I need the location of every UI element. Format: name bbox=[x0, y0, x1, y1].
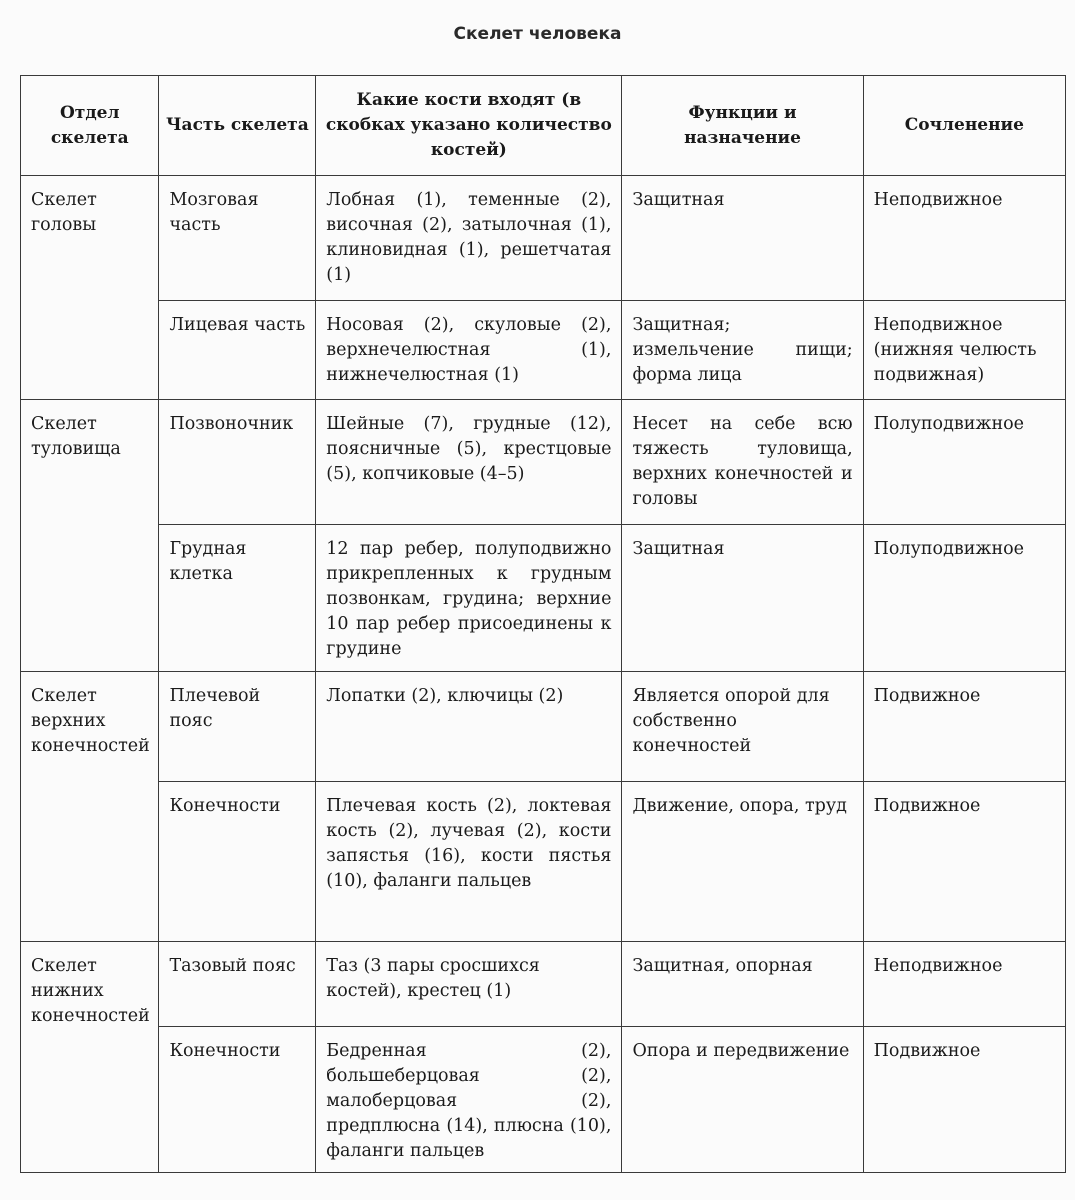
joint-cell: Подвижное bbox=[863, 672, 1065, 782]
header-section: Отдел скелета bbox=[21, 76, 159, 176]
section-trunk: Скелет туловища bbox=[21, 400, 159, 672]
skeleton-table bbox=[20, 75, 1066, 1173]
header-joint: Сочленение bbox=[863, 76, 1065, 176]
functions-cell: Защитная bbox=[622, 176, 863, 301]
header-functions: Функции и назначение bbox=[622, 76, 863, 176]
table-row bbox=[21, 400, 1066, 525]
table-row bbox=[21, 525, 1066, 672]
section-upper-limbs: Скелет верхних конечностей bbox=[21, 672, 159, 942]
joint-cell: Неподвижное (нижняя челюсть подвижная) bbox=[863, 301, 1065, 400]
joint-cell: Подвижное bbox=[863, 782, 1065, 942]
part-cell: Тазовый пояс bbox=[159, 942, 316, 1027]
functions-cell: Защитная, опорная bbox=[622, 942, 863, 1027]
header-part: Часть скелета bbox=[159, 76, 316, 176]
functions-cell: Защитная; измельчение пищи; форма лица bbox=[622, 301, 863, 400]
table-row bbox=[21, 176, 1066, 301]
joint-cell: Полуподвижное bbox=[863, 525, 1065, 672]
header-row bbox=[21, 76, 1066, 176]
bones-cell: Носовая (2), скуловые (2), верхнечелюстная (1), нижнечелюстная (1) bbox=[316, 301, 622, 400]
table-row bbox=[21, 782, 1066, 942]
section-head: Скелет головы bbox=[21, 176, 159, 400]
section-lower-limbs: Скелет нижних конечностей bbox=[21, 942, 159, 1173]
bones-cell: Таз (3 пары сросшихся костей), крестец (1) bbox=[316, 942, 622, 1027]
table-row bbox=[21, 1027, 1066, 1173]
functions-cell: Движение, опора, труд bbox=[622, 782, 863, 942]
part-cell: Конечности bbox=[159, 782, 316, 942]
joint-cell: Неподвижное bbox=[863, 942, 1065, 1027]
table-row bbox=[21, 942, 1066, 1027]
part-cell: Плечевой пояс bbox=[159, 672, 316, 782]
bones-cell: Бедренная (2), большеберцовая (2), малоберцовая (2), предплюсна (14), плюсна (10), фаланги пальцев bbox=[316, 1027, 622, 1173]
joint-cell: Неподвижное bbox=[863, 176, 1065, 301]
bones-cell: 12 пар ребер, полуподвижно прикрепленных к грудным позвонкам, грудина; верхние 10 пар ребер присоединены к грудине bbox=[316, 525, 622, 672]
functions-cell: Опора и передвижение bbox=[622, 1027, 863, 1173]
bones-cell: Шейные (7), грудные (12), поясничные (5), крестцовые (5), копчиковые (4–5) bbox=[316, 400, 622, 525]
functions-cell: Является опорой для собственно конечностей bbox=[622, 672, 863, 782]
bones-cell: Плечевая кость (2), локтевая кость (2), лучевая (2), кости запястья (16), кости пястья (10), фаланги пальцев bbox=[316, 782, 622, 942]
bones-cell: Лобная (1), теменные (2), височная (2), затылочная (1), клиновидная (1), решетчатая (1) bbox=[316, 176, 622, 301]
table-title: Скелет человека bbox=[453, 24, 622, 44]
table-row bbox=[21, 672, 1066, 782]
functions-cell: Защитная bbox=[622, 525, 863, 672]
header-bones: Какие кости входят (в скобках указано количество костей) bbox=[316, 76, 622, 176]
part-cell: Конечности bbox=[159, 1027, 316, 1173]
joint-cell: Полуподвижное bbox=[863, 400, 1065, 525]
table-row bbox=[21, 301, 1066, 400]
part-cell: Грудная клетка bbox=[159, 525, 316, 672]
joint-cell: Подвижное bbox=[863, 1027, 1065, 1173]
bones-cell: Лопатки (2), ключицы (2) bbox=[316, 672, 622, 782]
part-cell: Позвоночник bbox=[159, 400, 316, 525]
functions-cell: Несет на себе всю тяжесть туловища, верхних конечностей и головы bbox=[622, 400, 863, 525]
part-cell: Мозговая часть bbox=[159, 176, 316, 301]
part-cell: Лицевая часть bbox=[159, 301, 316, 400]
